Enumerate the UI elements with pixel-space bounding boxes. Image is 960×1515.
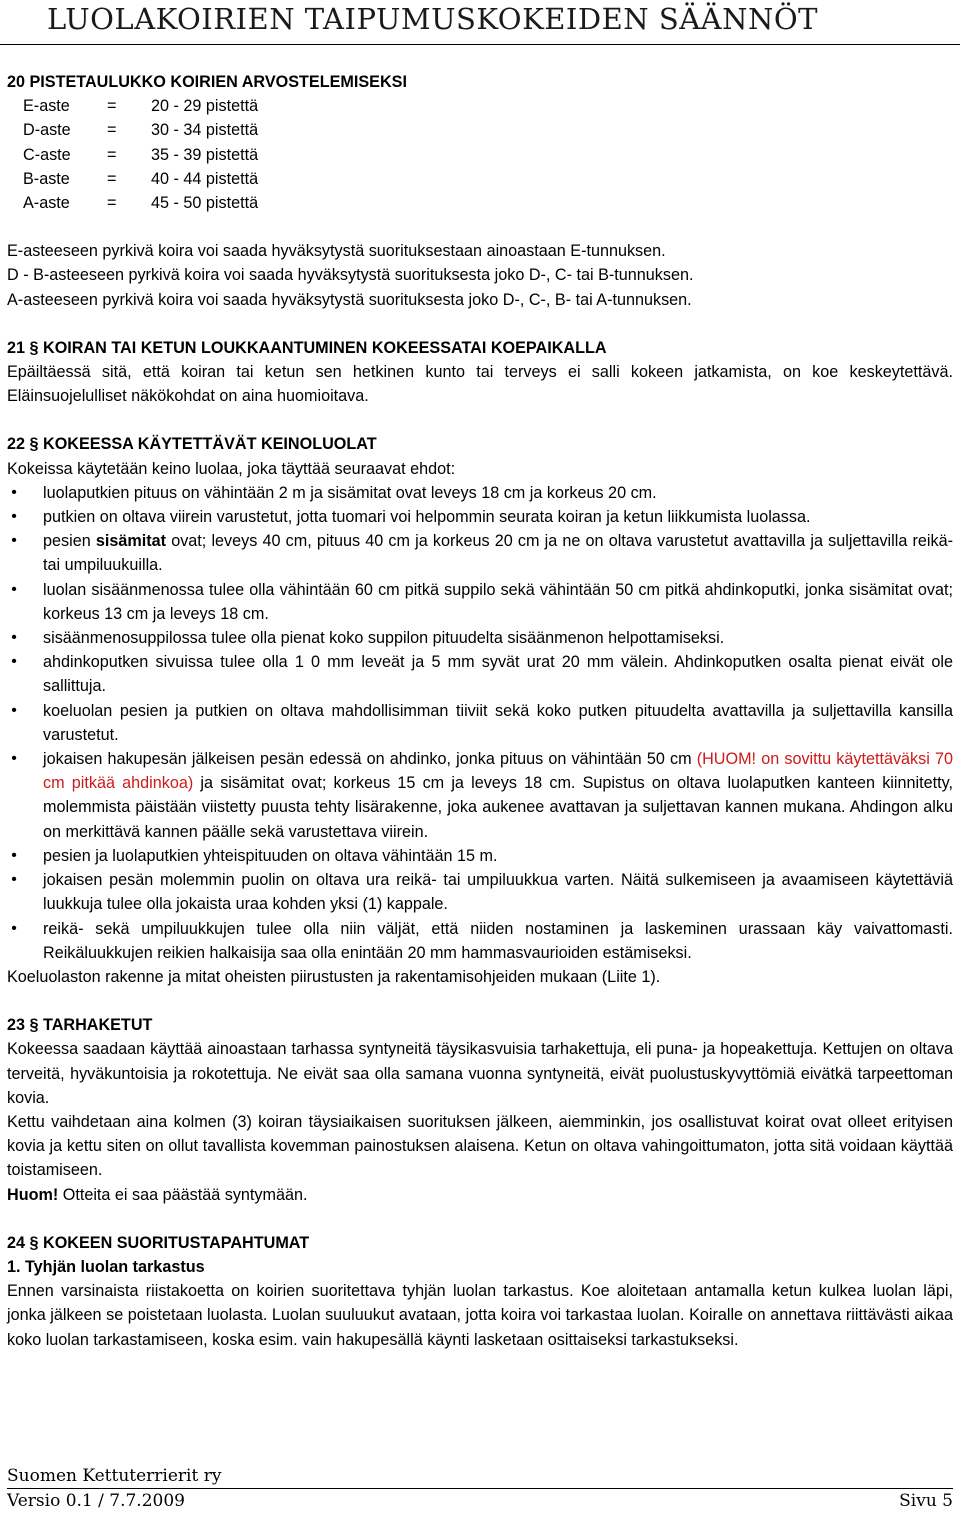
header-divider: [0, 44, 960, 45]
section-23-note: Huom! Otteita ei saa päästää syntymään.: [7, 1185, 308, 1204]
header-title: LUOLAKOIRIEN TAIPUMUSKOKEIDEN SÄÄNNÖT: [47, 2, 818, 36]
footer-version: Versio 0.1 / 7.7.2009: [7, 1491, 185, 1511]
grade-row: [7, 143, 953, 167]
grade-note: A-asteeseen pyrkivä koira voi saada hyväksytystä suorituksesta joko D-, C-, B- tai A-tunnuksen.: [7, 290, 692, 309]
grade-label: A-aste: [23, 194, 70, 213]
list-item: • reikä- sekä umpiluukkujen tulee olla niin väljät, että niiden nostaminen ja laskeminen urassaan käy vaivattomasti. Reikäluukkujen reikien halkaisija saa olla enintään 20 mm hammasvaurioiden estämiseksi.: [7, 917, 953, 965]
section-21-text: Epäiltäessä sitä, että koiran tai ketun sen hetkinen kunto tai terveys ei salli kokeen jatkamista, on koe keskeytettävä. Eläinsuojelulliset näkökohdat on aina huomioitava.: [7, 363, 953, 406]
grade-row: [7, 118, 953, 142]
section-20-title: 20 PISTETAULUKKO KOIRIEN ARVOSTELEMISEKSI: [7, 73, 407, 91]
section-22-closing: Koeluolaston rakenne ja mitat oheisten piirustusten ja rakentamisohjeiden mukaan (Liite 1).: [7, 967, 661, 986]
section-24-title: 24 § KOKEEN SUORITUSTAPAHTUMAT: [7, 1233, 310, 1252]
bullet-icon: •: [11, 871, 17, 889]
bullet-icon: •: [11, 532, 17, 550]
grade-row: [7, 94, 953, 118]
list-item: • luolaputkien pituus on vähintään 2 m ja sisämitat ovat leveys 18 cm ja korkeus 20 cm.: [7, 481, 953, 505]
grade-equals: =: [107, 194, 117, 213]
document-body: [7, 70, 953, 1352]
bullet-icon: •: [11, 580, 17, 598]
list-item: • ahdinkoputken sivuissa tulee olla 1 0 mm leveät ja 5 mm syvät urat 20 mm välein. Ahdinkoputken osalta pienat eivät ole sallittuja.: [7, 650, 953, 698]
huom-note: (HUOM! on sovittu käytettäväksi 70 cm pitkää ahdinkoa): [43, 750, 953, 793]
grade-row: [7, 191, 953, 215]
section-22-intro: Kokeissa käytetään keino luolaa, joka täyttää seuraavat ehdot:: [7, 459, 456, 478]
grade-note: E-asteeseen pyrkivä koira voi saada hyväksytystä suorituksestaan ainoastaan E-tunnuksen.: [7, 242, 666, 261]
list-item: • jokaisen hakupesän jälkeisen pesän edessä on ahdinko, jonka pituus on vähintään 50 cm (HUOM! on sovittu käytettäväksi 70 cm pitkää ahdinkoa) ja sisämitat ovat; korkeus 15 cm ja leveys 18 cm. Supistus on oltava luolaputken kanteen kiinnitetty, molemmista päistään viistetty puusta tehty lisärakenne, joka aukenee avattavan ja suljettavan kannen mukana. Ahdingon alku on merkittävä kannen päälle sekä varustettava viirein.: [7, 747, 953, 844]
section-21-title: 21 § KOIRAN TAI KETUN LOUKKAANTUMINEN KOKEESSATAI KOEPAIKALLA: [7, 338, 607, 357]
grade-note: D - B-asteeseen pyrkivä koira voi saada hyväksytystä suorituksesta joko D-, C- tai B-tunnuksen.: [7, 266, 694, 285]
section-23-title: 23 § TARHAKETUT: [7, 1016, 153, 1035]
list-item: • jokaisen pesän molemmin puolin on oltava ura reikä- tai umpiluukkua varten. Näitä sulkemiseen ja avaamiseen käytettäviä luukkuja tulee olla jokaista uraa kohden yksi (1) kappale.: [7, 868, 953, 916]
section-23-paragraph: Kokeessa saadaan käyttää ainoastaan tarhassa syntyneitä täysikasvuisia tarhakettuja, eli puna- ja hopeakettuja. Kettujen on oltava terveitä, hyväkuntoisia ja rokotettuja. Ne eivät saa olla samana vuonna syntyneitä, eivät puolustuskyvyttömiä eivätkä tarpeettoman kovia.: [7, 1040, 953, 1107]
page-footer: [7, 1466, 953, 1512]
grade-range: 45 - 50 pistettä: [151, 194, 259, 213]
list-item: • putkien on oltava viirein varustetut, jotta tuomari voi helpommin seurata koiran ja ketun liikkumista luolassa.: [7, 505, 953, 529]
grade-range: 35 - 39 pistettä: [151, 145, 259, 164]
grade-label: C-aste: [23, 145, 71, 164]
grade-label: B-aste: [23, 169, 70, 188]
footer-organization: Suomen Kettuterrierit ry: [7, 1466, 222, 1486]
list-item: • sisäänmenosuppilossa tulee olla pienat koko suppilon pituudelta sisäänmenon helpottamiseksi.: [7, 626, 953, 650]
bullet-icon: •: [11, 483, 17, 501]
list-item: • luolan sisäänmenossa tulee olla vähintään 60 cm pitkä suppilo sekä vähintään 50 cm pitkä ahdinkoputki, jonka sisämitat ovat; korkeus 13 cm ja leveys 18 cm.: [7, 578, 953, 626]
grade-label: E-aste: [23, 97, 70, 116]
page-header: [0, 0, 960, 46]
grade-equals: =: [107, 121, 117, 140]
section-24-text: Ennen varsinaista riistakoetta on koirien suoritettava tyhjän luolan tarkastus. Koe aloitetaan antamalla ketun kulkea luolan läpi, jonka jälkeen se poistetaan luolasta. Luolan suuluukut avataan, jotta koira voi tarkastaa luolan. Koiralle on annettava riittävästi aikaa koko luolan tarkastamiseen, koska esim. vain hakupesällä käynti lasketaan osittaiseksi tarkastukseksi.: [7, 1282, 953, 1349]
section-24-subtitle: 1. Tyhjän luolan tarkastus: [7, 1257, 205, 1276]
bullet-icon: •: [11, 919, 17, 937]
list-item: • koeluolan pesien ja putkien on oltava mahdollisimman tiiviit sekä koko putken pituudelta avattavilla ja suljettavilla kansilla varustetut.: [7, 699, 953, 747]
grade-equals: =: [107, 97, 117, 116]
page-number: Sivu 5: [899, 1491, 953, 1511]
grade-label: D-aste: [23, 121, 71, 140]
grade-range: 20 - 29 pistettä: [151, 97, 259, 116]
grade-equals: =: [107, 169, 117, 188]
section-22-title: 22 § KOKEESSA KÄYTETTÄVÄT KEINOLUOLAT: [7, 435, 377, 454]
list-item: • pesien sisämitat ovat; leveys 40 cm, pituus 40 cm ja korkeus 20 cm ja ne on oltava varustetut avattavilla ja suljettavilla reikä- tai umpiluukuilla.: [7, 529, 953, 577]
cave-requirements-list: [7, 481, 953, 965]
bullet-icon: •: [11, 750, 17, 768]
bullet-icon: •: [11, 508, 17, 526]
footer-divider: [7, 1488, 953, 1489]
section-23-paragraph: Kettu vaihdetaan aina kolmen (3) koiran täysiaikaisen suorituksen jälkeen, aiemminkin, jos osallistuvat koirat ovat olleet erityisen kovia ja kettu siten on ollut tavallista kovemman painostuksen alaisena. Ketun on oltava vahingoittumaton, jotta sitä voidaan käyttää toistamiseen.: [7, 1112, 953, 1180]
bullet-icon: •: [11, 629, 17, 647]
grade-range: 30 - 34 pistettä: [151, 121, 259, 140]
grade-row: [7, 167, 953, 191]
grade-equals: =: [107, 145, 117, 164]
bullet-icon: •: [11, 846, 17, 864]
grade-range: 40 - 44 pistettä: [151, 169, 259, 188]
list-item: • pesien ja luolaputkien yhteispituuden on oltava vähintään 15 m.: [7, 844, 953, 868]
bullet-icon: •: [11, 653, 17, 671]
bullet-icon: •: [11, 701, 17, 719]
